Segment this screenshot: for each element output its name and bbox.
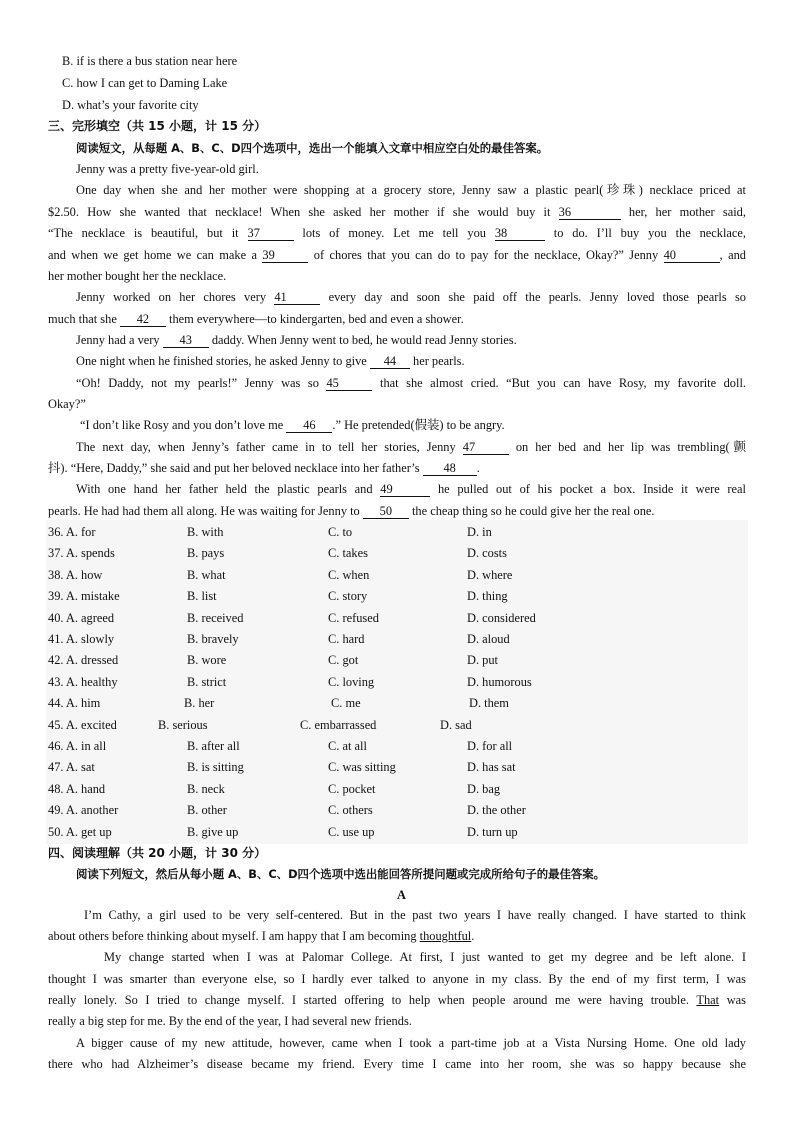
option-c: C. at all xyxy=(328,739,367,753)
option-c: C. use up xyxy=(328,824,375,839)
option-d: D. in xyxy=(467,525,492,539)
reading-line: A bigger cause of my new attitude, however, came when I took a part-time job at a Vista Nursing Home. One old lady xyxy=(76,1036,746,1050)
option-b: B. her xyxy=(184,696,215,711)
option-a: 44. A. him xyxy=(48,696,101,711)
option-a: 39. A. mistake xyxy=(48,589,120,604)
option-d: D. sad xyxy=(440,717,472,732)
option-d: D. bag xyxy=(467,781,501,796)
option-b: B. neck xyxy=(187,781,225,796)
option-c: C. embarrassed xyxy=(300,717,377,732)
reading-line: really lonely. So I tried to change myself. I started offering to help when people around me were having trouble. That was xyxy=(48,993,746,1007)
passage-line: “The necklace is beautiful, but it 37 lots of money. Let me tell you 38 to do. I’ll buy you the necklace, xyxy=(48,226,747,240)
blank-37: 37 xyxy=(248,226,294,241)
option-c: C. hard xyxy=(328,632,365,646)
passage-line: “Oh! Daddy, not my pearls!” Jenny was so 45 that she almost cried. “But you can have Rosy, my favorite doll. xyxy=(76,376,746,390)
underlined-word-that: That xyxy=(696,993,720,1007)
option-c: C. others xyxy=(328,803,373,818)
option-b: B. strict xyxy=(187,674,227,689)
option-c: C. got xyxy=(328,653,359,668)
option-b: B. pays xyxy=(187,546,225,561)
option-b: B. with xyxy=(187,525,224,539)
reading-line: thought I was smarter than everyone else, so I hardly ever talked to anyone in my class. By the end of my first term, I was xyxy=(48,972,746,986)
passage-line: $2.50. How she wanted that necklace! When she asked her mother if she would buy it 36 her, her mother said, xyxy=(48,205,746,219)
reading-line: there who had Alzheimer’s disease became my friend. Every time I came into her room, she was so happy because she xyxy=(48,1057,746,1071)
blank-38: 38 xyxy=(495,226,545,241)
option-b: B. list xyxy=(187,589,217,604)
reading-line: really a big step for me. By the end of the year, I had several new friends. xyxy=(48,1014,412,1028)
option-a: 48. A. hand xyxy=(48,781,106,796)
option-c: C. to xyxy=(328,525,353,539)
prev-option-b: B. if is there a bus station near here xyxy=(62,54,238,68)
passage-line: and when we get home we can make a 39 of chores that you can do to pay for the necklace, Okay?” Jenny 40 , and xyxy=(48,248,746,262)
option-d: D. considered xyxy=(467,610,536,625)
option-d: D. the other xyxy=(467,803,526,818)
option-c: C. pocket xyxy=(328,781,376,796)
blank-36: 36 xyxy=(559,205,621,220)
option-a: 36. A. for xyxy=(48,525,96,539)
passage-label: A xyxy=(397,888,406,902)
option-b: B. what xyxy=(187,567,226,582)
option-a: 49. A. another xyxy=(48,803,119,818)
passage-line: Jenny had a very 43 daddy. When Jenny went to bed, he would read Jenny stories. xyxy=(76,333,517,347)
passage-line: The next day, when Jenny’s father came in to tell her stories, Jenny 47 on her bed and her lip was trembling(颤 xyxy=(76,440,746,454)
option-d: D. thing xyxy=(467,589,508,604)
option-b: B. is sitting xyxy=(187,760,244,775)
section4-instruction: 阅读下列短文，然后从每小题 A、B、C、D四个选项中选出能回答所提问题或完成所给句子的最佳答案。 xyxy=(76,867,606,881)
options-table-background xyxy=(46,520,748,844)
option-d: D. humorous xyxy=(467,674,532,689)
blank-46: 46 xyxy=(286,418,332,433)
prev-option-d: D. what’s your favorite city xyxy=(62,98,199,112)
option-d: D. where xyxy=(467,567,513,582)
blank-42: 42 xyxy=(120,312,166,327)
underlined-word-thoughtful: thoughtful xyxy=(419,929,472,943)
blank-40: 40 xyxy=(664,248,720,263)
option-a: 41. A. slowly xyxy=(48,632,115,646)
option-a: 42. A. dressed xyxy=(48,653,119,668)
option-a: 47. A. sat xyxy=(48,760,95,775)
passage-line: Jenny was a pretty five-year-old girl. xyxy=(76,162,259,176)
option-c: C. loving xyxy=(328,674,375,689)
passage-line: “I don’t like Rosy and you don’t love me 46 .” He pretended(假装) to be angry. xyxy=(80,418,505,432)
section4-heading: 四、阅读理解（共 20 小题，计 30 分） xyxy=(48,846,267,860)
passage-line: pearls. He had had them all along. He was waiting for Jenny to 50 the cheap thing so he could give her the real one. xyxy=(48,504,655,518)
option-a: 38. A. how xyxy=(48,567,103,582)
option-a: 50. A. get up xyxy=(48,824,112,839)
option-c: C. when xyxy=(328,567,370,582)
passage-line: Okay?” xyxy=(48,397,86,411)
option-d: D. put xyxy=(467,653,498,668)
passage-line: 抖). “Here, Daddy,” she said and put her beloved necklace into her father’s 48 . xyxy=(48,461,480,475)
reading-line: about others before thinking about myself. I am happy that I am becoming thoughtful. xyxy=(48,929,475,943)
passage-line: her mother bought her the necklace. xyxy=(48,269,227,283)
option-b: B. bravely xyxy=(187,632,239,646)
option-d: D. turn up xyxy=(467,824,518,839)
passage-line: One day when she and her mother were shopping at a grocery store, Jenny saw a plastic pearl(珍珠) necklace priced at xyxy=(76,183,746,197)
option-a: 45. A. excited xyxy=(48,717,117,732)
option-c: C. story xyxy=(328,589,368,604)
blank-44: 44 xyxy=(370,354,410,369)
option-c: C. was sitting xyxy=(328,760,396,775)
option-b: B. other xyxy=(187,803,227,818)
option-a: 46. A. in all xyxy=(48,739,107,753)
option-b: B. give up xyxy=(187,824,239,839)
option-a: 43. A. healthy xyxy=(48,674,118,689)
passage-line: Jenny worked on her chores very 41 every day and soon she paid off the pearls. Jenny loved those pearls so xyxy=(76,290,746,304)
option-d: D. has sat xyxy=(467,760,516,775)
passage-line: much that she 42 them everywhere—to kindergarten, bed and even a shower. xyxy=(48,312,464,326)
option-b: B. serious xyxy=(158,717,208,732)
blank-39: 39 xyxy=(262,248,308,263)
blank-49: 49 xyxy=(380,482,430,497)
option-b: B. wore xyxy=(187,653,227,668)
section3-instruction: 阅读短文，从每题 A、B、C、D四个选项中，选出一个能填入文章中相应空白处的最佳答案。 xyxy=(76,141,549,155)
blank-47: 47 xyxy=(463,440,509,455)
option-d: D. them xyxy=(469,696,509,711)
passage-line: With one hand her father held the plastic pearls and 49 he pulled out of his pocket a box. Inside it were real xyxy=(76,482,746,496)
option-c: C. takes xyxy=(328,546,368,561)
option-c: C. me xyxy=(331,696,361,711)
prev-option-c: C. how I can get to Daming Lake xyxy=(62,76,228,90)
reading-line: I’m Cathy, a girl used to be very self-centered. But in the past two years I have really changed. I have started to think xyxy=(84,908,746,922)
option-b: B. after all xyxy=(187,739,240,753)
passage-line: One night when he finished stories, he asked Jenny to give 44 her pearls. xyxy=(76,354,465,368)
option-a: 40. A. agreed xyxy=(48,610,115,625)
option-c: C. refused xyxy=(328,610,379,625)
option-a: 37. A. spends xyxy=(48,546,115,561)
blank-41: 41 xyxy=(274,290,320,305)
blank-50: 50 xyxy=(363,504,409,519)
blank-48: 48 xyxy=(423,461,477,476)
blank-43: 43 xyxy=(163,333,209,348)
section3-heading: 三、完形填空（共 15 小题，计 15 分） xyxy=(48,119,267,133)
reading-line: My change started when I was at Palomar College. At first, I just wanted to get my degree and be left alone. I xyxy=(104,950,746,964)
option-d: D. for all xyxy=(467,739,513,753)
option-d: D. costs xyxy=(467,546,507,561)
option-d: D. aloud xyxy=(467,632,510,646)
blank-45: 45 xyxy=(326,376,372,391)
option-b: B. received xyxy=(187,610,244,625)
